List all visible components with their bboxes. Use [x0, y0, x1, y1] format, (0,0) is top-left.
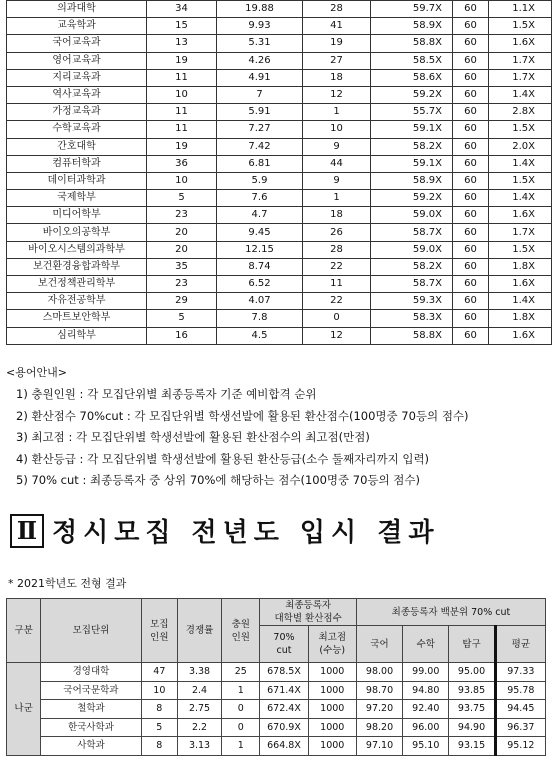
table-row: [7, 104, 552, 121]
table-cell: 경영대학: [41, 663, 142, 682]
table-cell: 60: [453, 310, 489, 327]
table-cell: 5.91: [217, 104, 303, 121]
table-cell: 29: [147, 293, 217, 310]
table-cell: 1.7X: [489, 52, 552, 69]
table-cell: 4.91: [217, 69, 303, 86]
glossary-title: <용어안내>: [6, 366, 67, 379]
header-filled: [222, 599, 260, 663]
table-cell: 3.13: [177, 737, 221, 756]
table-cell: 1.4X: [489, 293, 552, 310]
table-cell: 스마트보안학부: [7, 310, 147, 327]
admission-results-table-2021: [6, 598, 546, 756]
table-row: [7, 35, 552, 52]
table-cell: 1.6X: [489, 35, 552, 52]
table-cell: 10: [141, 681, 177, 700]
table-cell: 10: [303, 121, 371, 138]
table-row: [7, 69, 552, 86]
table-cell: 60: [453, 241, 489, 258]
table-row: [7, 190, 552, 207]
table-cell: 컴퓨터학과: [7, 155, 147, 172]
table-cell: 12.15: [217, 241, 303, 258]
division-cell: 나군: [7, 663, 41, 756]
table-cell: 19: [147, 52, 217, 69]
table-cell: 60: [453, 327, 489, 344]
table-row: [7, 121, 552, 138]
table-cell: 95.78: [495, 681, 545, 700]
table-cell: 1.4X: [489, 155, 552, 172]
header-math: 수학: [403, 626, 449, 663]
table-row: [7, 1, 552, 18]
table-cell: 28: [303, 241, 371, 258]
table-cell: 9.93: [217, 18, 303, 35]
table-cell: 1.7X: [489, 224, 552, 241]
header-group-converted-text: 최종등록자 대학별 환산점수: [274, 600, 342, 624]
table-cell: 60: [453, 138, 489, 155]
table-cell: 23: [147, 276, 217, 293]
table-cell: 1.6X: [489, 327, 552, 344]
table-cell: 1.5X: [489, 172, 552, 189]
table-cell: 36: [147, 155, 217, 172]
section-heading: [10, 512, 439, 549]
table-cell: 11: [303, 276, 371, 293]
table-cell: 58.7X: [371, 276, 453, 293]
table-cell: 60: [453, 1, 489, 18]
table-cell: 59.1X: [371, 155, 453, 172]
table-cell: 1.1X: [489, 1, 552, 18]
table-cell: 바이오의공학부: [7, 224, 147, 241]
header-quota: [141, 599, 177, 663]
table-cell: 22: [303, 293, 371, 310]
table-row: [7, 681, 546, 700]
header-korean: 국어: [356, 626, 402, 663]
table-cell: 한국사학과: [41, 718, 142, 737]
table-cell: 44: [303, 155, 371, 172]
table-cell: 60: [453, 172, 489, 189]
table-cell: 7.6: [217, 190, 303, 207]
table-cell: 95.10: [403, 737, 449, 756]
table-cell: 1.5X: [489, 18, 552, 35]
table-row: [7, 293, 552, 310]
table-cell: 60: [453, 224, 489, 241]
table-cell: 26: [303, 224, 371, 241]
table-cell: 670.9X: [260, 718, 308, 737]
table-cell: 5: [147, 310, 217, 327]
table-cell: 5.31: [217, 35, 303, 52]
table-cell: 5: [141, 718, 177, 737]
table-cell: 국어국문학과: [41, 681, 142, 700]
table-cell: 34: [147, 1, 217, 18]
table-cell: 11: [147, 69, 217, 86]
table-row: [7, 138, 552, 155]
table-cell: 2.4: [177, 681, 221, 700]
table-cell: 60: [453, 104, 489, 121]
table-cell: 2.75: [177, 700, 221, 719]
table-row: [7, 310, 552, 327]
table-cell: 58.6X: [371, 69, 453, 86]
table-cell: 93.15: [449, 737, 495, 756]
table-cell: 60: [453, 18, 489, 35]
table-row: [7, 172, 552, 189]
header-unit: 모집단위: [41, 599, 142, 663]
table-cell: 1.4X: [489, 190, 552, 207]
table-cell: 1000: [308, 737, 356, 756]
table-cell: 4.26: [217, 52, 303, 69]
table-cell: 19: [303, 35, 371, 52]
top-table-body: [7, 1, 552, 345]
table-cell: 0: [222, 700, 260, 719]
table-cell: 60: [453, 190, 489, 207]
table-row: [7, 18, 552, 35]
table-cell: 지리교육과: [7, 69, 147, 86]
header-filled-text: 충원 인원: [231, 618, 250, 643]
table-cell: 27: [303, 52, 371, 69]
table-cell: 58.2X: [371, 138, 453, 155]
table-cell: 8: [141, 700, 177, 719]
table-caption: * 2021학년도 전형 결과: [8, 577, 127, 590]
header-inquiry: 탐구: [449, 626, 495, 663]
table-cell: 58.9X: [371, 18, 453, 35]
table-cell: 보건정책관리학부: [7, 276, 147, 293]
header-cut70: [260, 626, 308, 663]
table-cell: 5.9: [217, 172, 303, 189]
table-cell: 보건환경융합과학부: [7, 258, 147, 275]
section-number: Ⅱ: [10, 514, 44, 548]
table-cell: 1000: [308, 681, 356, 700]
table-cell: 93.75: [449, 700, 495, 719]
table-cell: 58.8X: [371, 327, 453, 344]
table-cell: 수학교육과: [7, 121, 147, 138]
table-cell: 바이오시스템의과학부: [7, 241, 147, 258]
table-cell: 12: [303, 86, 371, 103]
table-cell: 60: [453, 276, 489, 293]
table-cell: 6.52: [217, 276, 303, 293]
table-cell: 1: [303, 190, 371, 207]
table-cell: 1: [222, 737, 260, 756]
table-cell: 1.5X: [489, 121, 552, 138]
table-cell: 94.80: [403, 681, 449, 700]
table-cell: 13: [147, 35, 217, 52]
table-cell: 60: [453, 121, 489, 138]
table-cell: 60: [453, 293, 489, 310]
table-cell: 1.7X: [489, 69, 552, 86]
table-cell: 28: [303, 1, 371, 18]
table-cell: 60: [453, 69, 489, 86]
table-cell: 58.7X: [371, 224, 453, 241]
table-cell: 25: [222, 663, 260, 682]
table-cell: 58.3X: [371, 310, 453, 327]
table-cell: 23: [147, 207, 217, 224]
table-row: [7, 52, 552, 69]
glossary-item: 3) 최고점 : 각 모집단위별 학생선발에 활용된 환산점수의 최고점(만점): [16, 430, 370, 444]
header-max: [308, 626, 356, 663]
table-cell: 1.6X: [489, 207, 552, 224]
table-cell: 1.8X: [489, 310, 552, 327]
table-cell: 19.88: [217, 1, 303, 18]
table-cell: 664.8X: [260, 737, 308, 756]
table-cell: 671.4X: [260, 681, 308, 700]
table-cell: 교육학과: [7, 18, 147, 35]
table-cell: 12: [303, 327, 371, 344]
table-cell: 18: [303, 207, 371, 224]
table-cell: 59.0X: [371, 207, 453, 224]
table-cell: 1000: [308, 663, 356, 682]
table-cell: 1: [222, 681, 260, 700]
glossary-list: [16, 384, 469, 492]
table-cell: 94.90: [449, 718, 495, 737]
table-cell: 47: [141, 663, 177, 682]
table-cell: 5: [147, 190, 217, 207]
table-cell: 1.4X: [489, 86, 552, 103]
table-cell: 41: [303, 18, 371, 35]
table-row: [7, 737, 546, 756]
table-cell: 15: [147, 18, 217, 35]
table-cell: 11: [147, 104, 217, 121]
table-cell: 59.1X: [371, 121, 453, 138]
table-cell: 58.5X: [371, 52, 453, 69]
table-cell: 의과대학: [7, 1, 147, 18]
table-cell: 1000: [308, 700, 356, 719]
table-cell: 8: [141, 737, 177, 756]
table-cell: 678.5X: [260, 663, 308, 682]
table-cell: 9.45: [217, 224, 303, 241]
table-cell: 7.27: [217, 121, 303, 138]
table-cell: 60: [453, 86, 489, 103]
table-cell: 7: [217, 86, 303, 103]
table-cell: 98.00: [356, 663, 402, 682]
header-max-text: 최고점 (수능): [318, 632, 347, 656]
table-cell: 22: [303, 258, 371, 275]
table-cell: 2.8X: [489, 104, 552, 121]
header-ratio: 경쟁률: [177, 599, 221, 663]
table-cell: 16: [147, 327, 217, 344]
admission-results-table-top: [6, 0, 552, 345]
header-group-percentile: 최종등록자 백분위 70% cut: [356, 599, 545, 626]
table-cell: 96.37: [495, 718, 545, 737]
table-cell: 8.74: [217, 258, 303, 275]
table-cell: 1.5X: [489, 241, 552, 258]
table-row: [7, 86, 552, 103]
glossary-item: 1) 충원인원 : 각 모집단위별 최종등록자 기준 예비합격 순위: [16, 387, 317, 401]
table-cell: 7.8: [217, 310, 303, 327]
table-cell: 가정교육과: [7, 104, 147, 121]
header-cut70-text: 70% cut: [273, 632, 295, 656]
table-cell: 국어교육과: [7, 35, 147, 52]
table-cell: 심리학부: [7, 327, 147, 344]
table-cell: 59.0X: [371, 241, 453, 258]
header-quota-text: 모집 인원: [150, 618, 169, 643]
table-cell: 4.5: [217, 327, 303, 344]
table-row: [7, 258, 552, 275]
table-row: [7, 327, 552, 344]
table-cell: 6.81: [217, 155, 303, 172]
table-cell: 2.2: [177, 718, 221, 737]
table-cell: 60: [453, 207, 489, 224]
table-cell: 95.12: [495, 737, 545, 756]
table-cell: 92.40: [403, 700, 449, 719]
table-cell: 1000: [308, 718, 356, 737]
table-cell: 0: [303, 310, 371, 327]
table-cell: 93.85: [449, 681, 495, 700]
bottom-table-body: [7, 663, 546, 756]
table-cell: 역사교육과: [7, 86, 147, 103]
table-cell: 55.7X: [371, 104, 453, 121]
table-cell: 데이터과학과: [7, 172, 147, 189]
table-cell: 98.70: [356, 681, 402, 700]
table-cell: 59.2X: [371, 190, 453, 207]
table-cell: 59.3X: [371, 293, 453, 310]
table-cell: 11: [147, 121, 217, 138]
table-cell: 59.7X: [371, 1, 453, 18]
header-division: 구분: [7, 599, 41, 663]
table-cell: 9: [303, 172, 371, 189]
table-cell: 60: [453, 155, 489, 172]
table-cell: 60: [453, 258, 489, 275]
header-average: 평균: [495, 626, 545, 663]
table-cell: 96.00: [403, 718, 449, 737]
table-cell: 국제학부: [7, 190, 147, 207]
glossary-item: 2) 환산점수 70%cut : 각 모집단위별 학생선발에 활용된 환산점수(100명중 70등의 점수): [16, 408, 469, 423]
table-row: [7, 241, 552, 258]
table-cell: 4.07: [217, 293, 303, 310]
table-cell: 20: [147, 241, 217, 258]
table-cell: 10: [147, 172, 217, 189]
table-cell: 0: [222, 718, 260, 737]
table-cell: 58.8X: [371, 35, 453, 52]
table-cell: 1.6X: [489, 276, 552, 293]
table-cell: 19: [147, 138, 217, 155]
table-cell: 자유전공학부: [7, 293, 147, 310]
table-cell: 98.20: [356, 718, 402, 737]
table-cell: 59.2X: [371, 86, 453, 103]
table-cell: 35: [147, 258, 217, 275]
table-cell: 58.9X: [371, 172, 453, 189]
glossary-item: 4) 환산등급 : 각 모집단위별 학생선발에 활용된 환산등급(소수 둘째자리까지 입력): [16, 451, 430, 466]
table-row: [7, 718, 546, 737]
table-cell: 672.4X: [260, 700, 308, 719]
table-cell: 97.20: [356, 700, 402, 719]
table-cell: 간호대학: [7, 138, 147, 155]
table-cell: 미디어학부: [7, 207, 147, 224]
table-cell: 97.33: [495, 663, 545, 682]
table-cell: 1.8X: [489, 258, 552, 275]
table-cell: 58.2X: [371, 258, 453, 275]
table-cell: 10: [147, 86, 217, 103]
table-cell: 60: [453, 52, 489, 69]
table-row: [7, 155, 552, 172]
table-row: [7, 276, 552, 293]
table-cell: 99.00: [403, 663, 449, 682]
table-row: [7, 663, 546, 682]
table-cell: 철학과: [41, 700, 142, 719]
table-row: [7, 207, 552, 224]
table-cell: 20: [147, 224, 217, 241]
table-cell: 9: [303, 138, 371, 155]
table-cell: 사학과: [41, 737, 142, 756]
table-cell: 60: [453, 35, 489, 52]
table-cell: 3.38: [177, 663, 221, 682]
table-cell: 2.0X: [489, 138, 552, 155]
section-title: 정시모집 전년도 입시 결과: [52, 518, 440, 548]
table-cell: 18: [303, 69, 371, 86]
glossary-item: 5) 70% cut : 최종등록자 중 상위 70%에 해당하는 점수(100명중 70등의 점수): [16, 473, 420, 487]
table-cell: 4.7: [217, 207, 303, 224]
header-group-converted: [260, 599, 357, 626]
table-cell: 95.00: [449, 663, 495, 682]
table-row: [7, 224, 552, 241]
table-cell: 94.45: [495, 700, 545, 719]
table-cell: 7.42: [217, 138, 303, 155]
table-row: [7, 700, 546, 719]
table-cell: 영어교육과: [7, 52, 147, 69]
table-cell: 1: [303, 104, 371, 121]
table-cell: 97.10: [356, 737, 402, 756]
